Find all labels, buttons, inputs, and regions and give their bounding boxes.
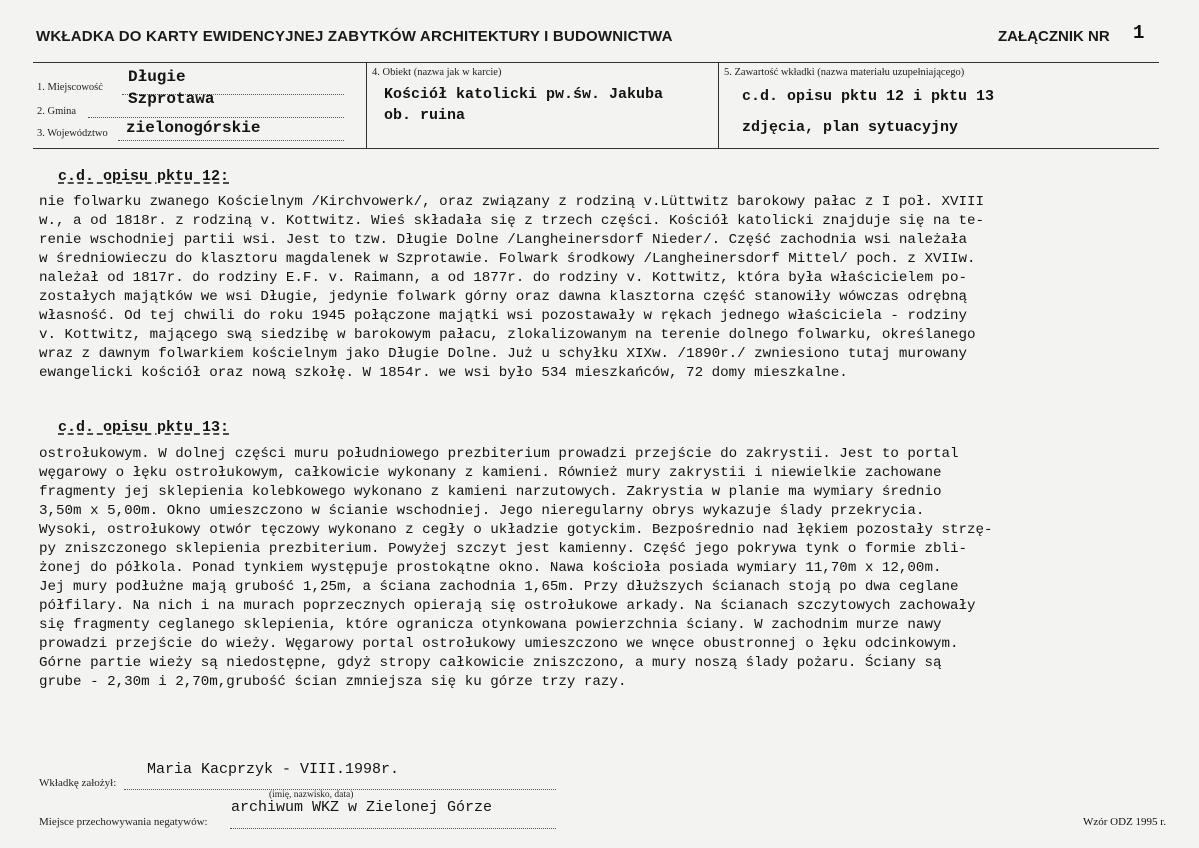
section-12-line: renie wschodniej partii wsi. Jest to tzw. Długie Dolne /Langheinersdorf Nieder/. Część zachodnia wsi należała xyxy=(39,232,968,248)
storage-value: archiwum WKZ w Zielonej Górze xyxy=(231,799,493,816)
section-12-line: v. Kottwitz, mającego swą siedzibę w barokowym pałacu, zlokalizowanym na terenie dolnego folwarku, określanego xyxy=(39,327,976,343)
section-13-line: półfilary. Na nich i na murach poprzecznych opierają się ostrołukowe arkady. Na ścianach szczytowych zachowały xyxy=(39,598,976,614)
section-13-line: się fragmenty ceglanego sklepienia, które ogranicza otynkowana powierzchnia ściany. W zachodnim murze nawy xyxy=(39,617,942,633)
section-12-line: w średniowieczu do klasztoru magdalenek w Szprotawie. Folwark środkowy /Langheinersdorf Mittel/ poch. z XVIIw. xyxy=(39,251,976,267)
content-label: 5. Zawartość wkładki (nazwa materiału uzupełniającego) xyxy=(724,67,965,78)
content-line-1: c.d. opisu pktu 12 i pktu 13 xyxy=(742,88,995,105)
annex-number: 1 xyxy=(1133,22,1145,44)
voivodeship-label: 3. Województwo xyxy=(37,128,108,139)
section-12-line: nie folwarku zwanego Kościelnym /Kirchvowerk/, oraz związany z rodziną v.Lüttwitz barokowy pałac z I poł. XVIII xyxy=(39,194,985,210)
content-line-2: zdjęcia, plan sytuacyjny xyxy=(742,119,959,136)
form-divider-2 xyxy=(718,62,719,148)
storage-dotted-line xyxy=(230,828,556,829)
commune-label: 2. Gmina xyxy=(37,106,77,117)
voivodeship-value: zielonogórskie xyxy=(126,119,261,137)
object-line-2: ob. ruina xyxy=(384,107,466,124)
section-13-line: Górne partie wieży są niedostępne, gdyż stropy całkowicie zniszczono, a mury noszą ślady pożaru. Ściany są xyxy=(39,655,942,671)
object-line-1: Kościół katolicki pw.św. Jakuba xyxy=(384,86,664,103)
section-12-heading: c.d. opisu pktu 12: xyxy=(58,168,230,185)
insert-author-value: Maria Kacprzyk - VIII.1998r. xyxy=(147,761,400,778)
insert-author-hint: (imię, nazwisko, data) xyxy=(269,790,354,800)
annex-label: ZAŁĄCZNIK NR xyxy=(998,28,1110,45)
commune-value: Szprotawa xyxy=(128,90,215,108)
form-divider-1 xyxy=(366,62,367,148)
card-title: WKŁADKA DO KARTY EWIDENCYJNEJ ZABYTKÓW ARCHITEKTURY I BUDOWNICTWA xyxy=(36,28,673,45)
section-12-line: w., a od 1818r. z rodziną v. Kottwitz. Wieś składała się z trzech części. Kościół katolicki znajduje się na te- xyxy=(39,213,985,229)
section-12-line: zostałych majątków we wsi Długie, jedynie folwark górny oraz dawna klasztorna część stanowiły wówczas odrębną xyxy=(39,289,968,305)
template-note: Wzór ODZ 1995 r. xyxy=(1083,816,1167,828)
voivodeship-dotted-line xyxy=(118,140,344,141)
insert-author-label: Wkładkę założył: xyxy=(39,777,117,789)
locality-value: Długie xyxy=(128,68,186,86)
section-13-line: węgarowy o łęku ostrołukowym, całkowicie wykonany z kamieni. Również mury zakrystii i niewielkie zachowane xyxy=(39,465,942,481)
section-12-line: należał od 1817r. do rodziny E.F. v. Raimann, a od 1877r. do rodziny v. Kottwitz, która była właścicielem po- xyxy=(39,270,968,286)
locality-label: 1. Miejscowość xyxy=(37,82,103,93)
section-13-line: żonej do półkola. Ponad tynkiem występuje prostokątne okno. Nawa kościoła posiada wymiary 11,70m x 12,00m. xyxy=(39,560,942,576)
section-13-line: grube - 2,30m i 2,70m,grubość ścian zmniejsza się ku górze trzy razy. xyxy=(39,674,627,690)
commune-dotted-line xyxy=(88,117,344,118)
object-label: 4. Obiekt (nazwa jak w karcie) xyxy=(372,67,502,78)
section-13-line: ostrołukowym. W dolnej części muru południowego prezbiterium prowadzi przejście do zakrystii. Jest to portal xyxy=(39,446,959,462)
section-12-line: ewangelicki kościół oraz nową szkołę. W 1854r. we wsi było 534 mieszkańców, 72 domy mieszkalne. xyxy=(39,365,848,381)
section-13-line: Jej mury podłużne mają grubość 1,25m, a ściana zachodnia 1,65m. Przy dłuższych ścianach stoją po dwa ceglane xyxy=(39,579,959,595)
section-13-line: 3,50m x 5,00m. Okno umieszczono w ścianie wschodniej. Jego nieregularny obrys wykazuje ślady przekrycia. xyxy=(39,503,925,519)
section-13-line: fragmenty jej sklepienia kolebkowego wykonano z kamieni narzutowych. Zakrystia w planie ma wymiary średnio xyxy=(39,484,942,500)
section-13-heading: c.d. opisu pktu 13: xyxy=(58,419,230,436)
section-13-line: prowadzi przejście do wieży. Węgarowy portal ostrołukowy umieszczono we wnęce obustronnej o łęku odcinkowym. xyxy=(39,636,959,652)
section-12-line: własność. Od tej chwili do roku 1945 połączone majątki wsi pozostawały w rękach jednego właściciela - rodziny xyxy=(39,308,968,324)
section-13-line: Wysoki, ostrołukowy otwór tęczowy wykonano z cegły o układzie gotyckim. Bezpośrednio nad łękiem pozostały strzę- xyxy=(39,522,993,538)
storage-label: Miejsce przechowywania negatywów: xyxy=(39,816,208,828)
section-12-line: wraz z dawnym folwarkiem kościelnym jako Długie Dolne. Już u schyłku XIXw. /1890r./ zwniesiono tutaj murowany xyxy=(39,346,968,362)
section-13-line: py zniszczonego sklepienia prezbiterium. Powyżej szczyt jest kamienny. Część jego pokrywa tynk o formie zbli- xyxy=(39,541,968,557)
